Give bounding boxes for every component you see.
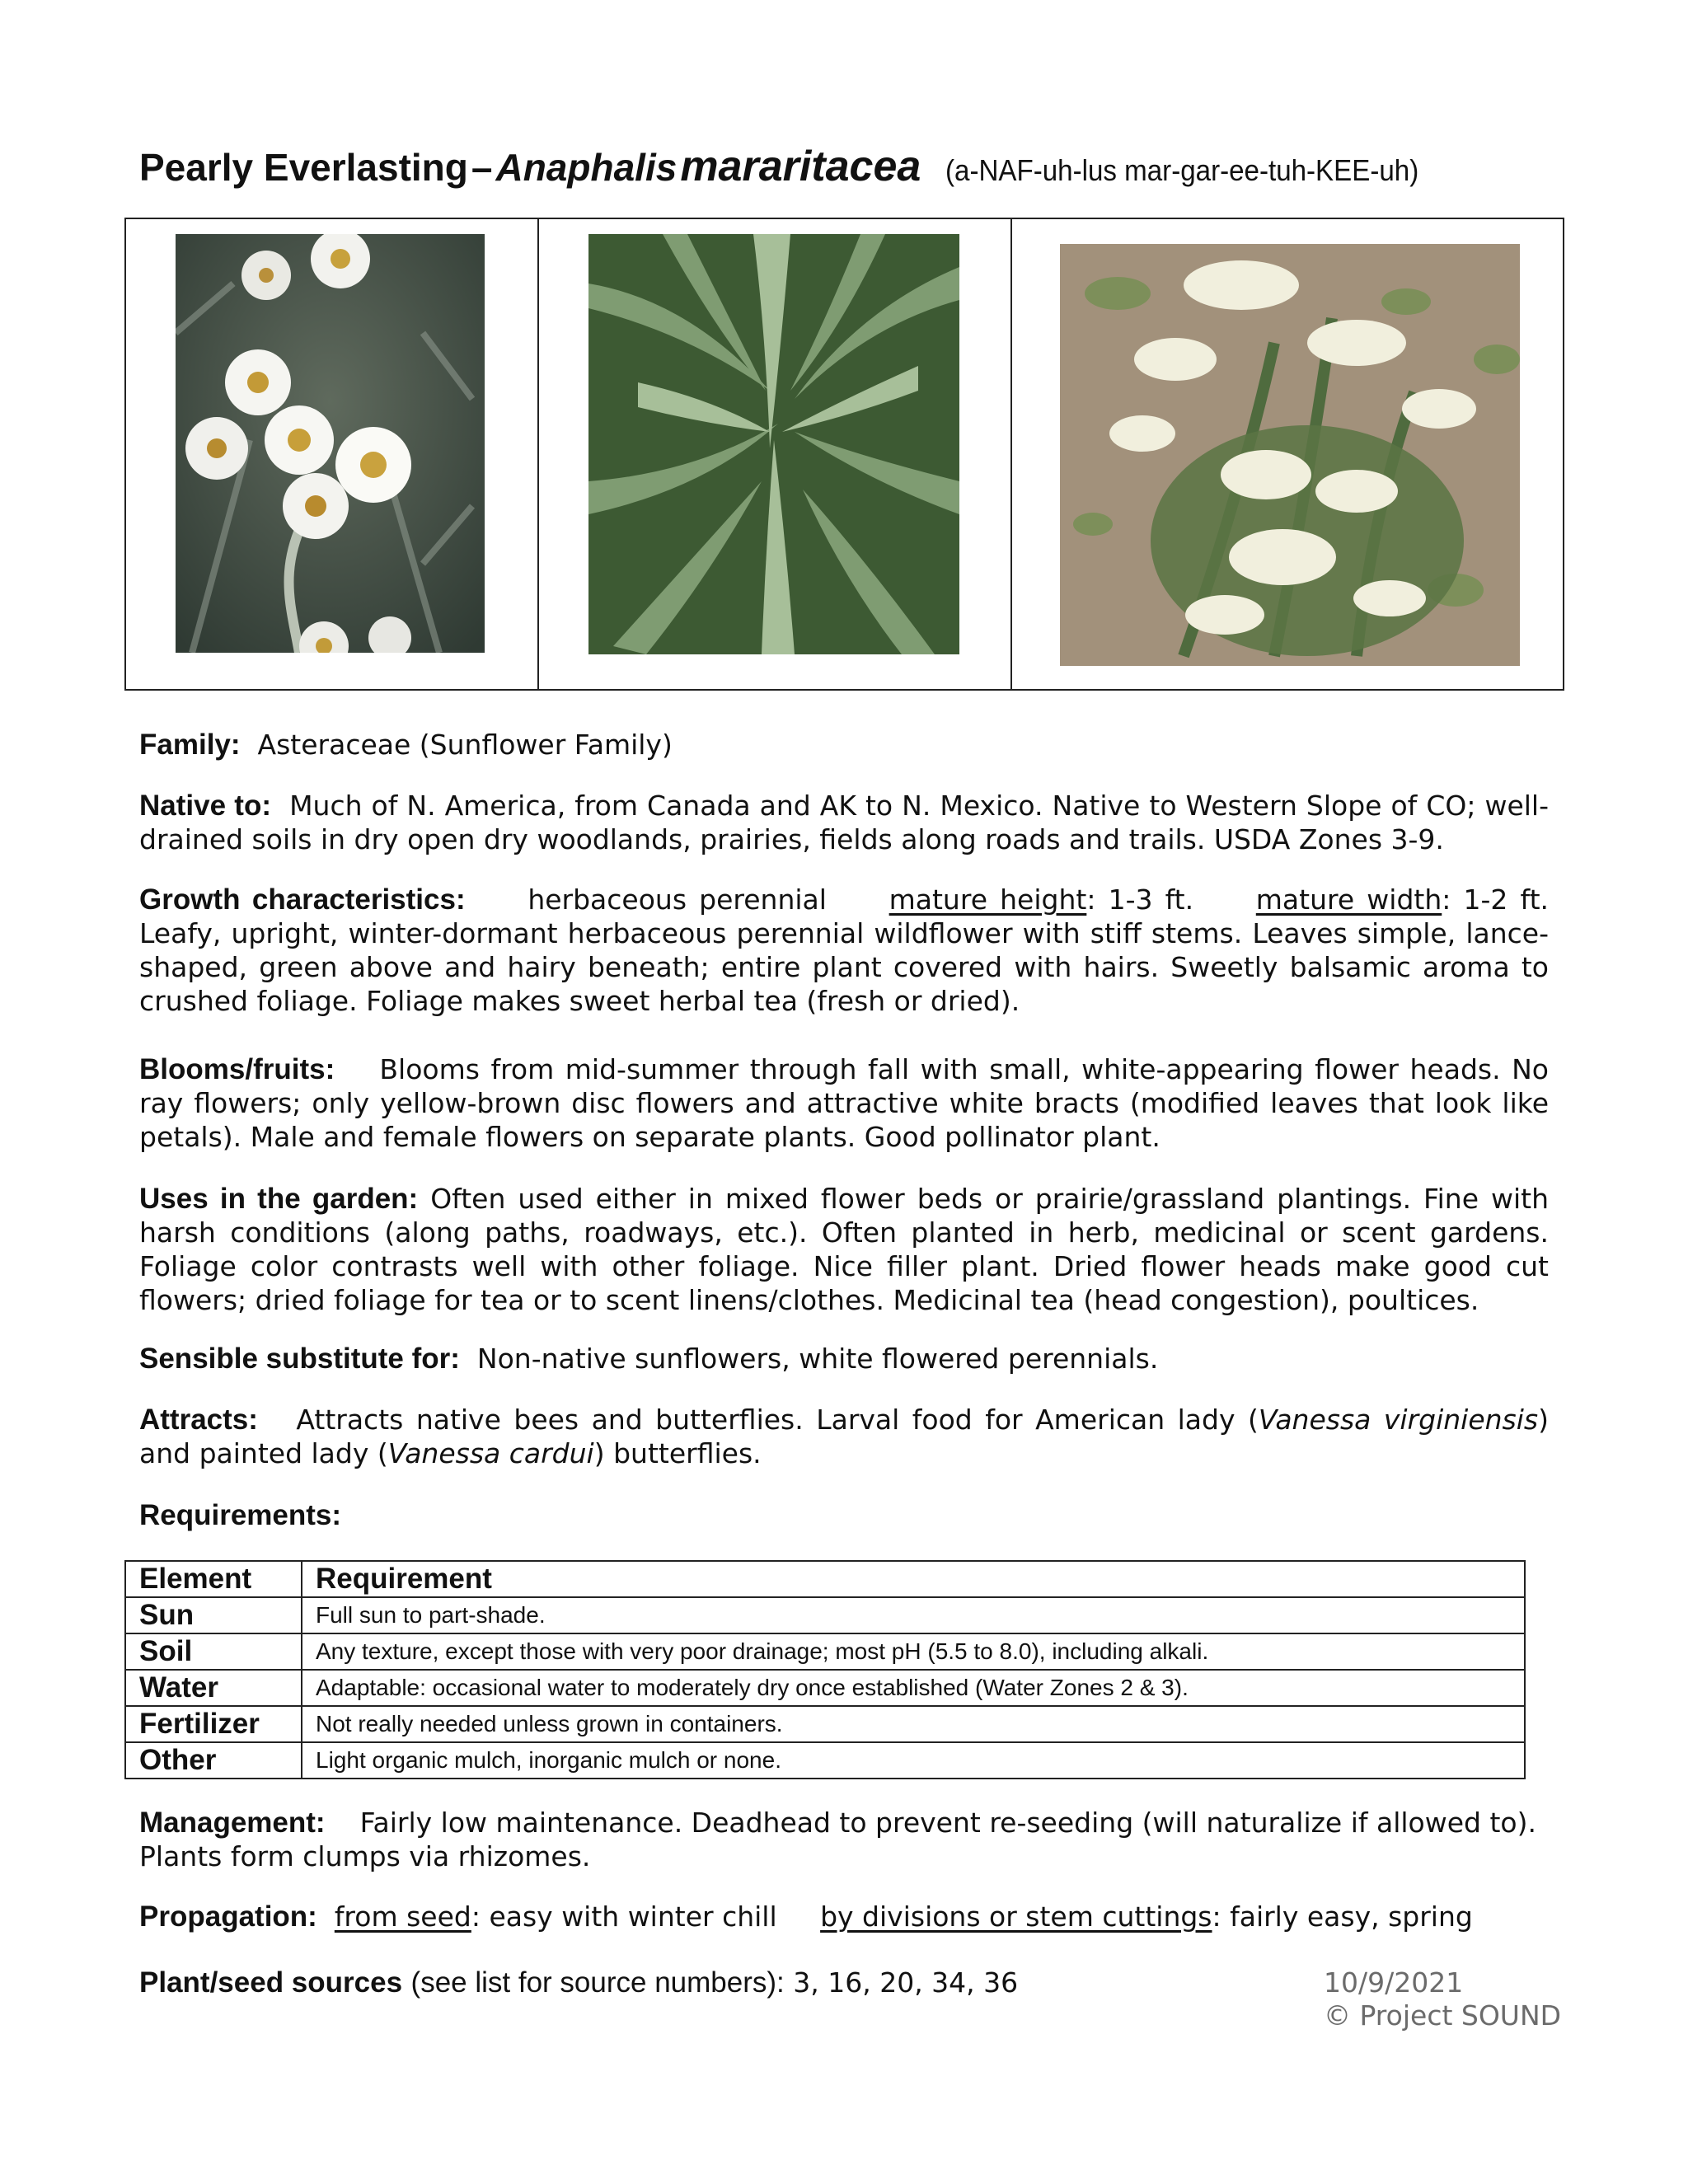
row-requirement: Not really needed unless grown in containers. [302, 1706, 1525, 1742]
photo-cell-1 [126, 219, 539, 689]
photo-cell-2 [539, 219, 1012, 689]
sources-value: 3, 16, 20, 34, 36 [793, 1966, 1019, 1999]
attracts-species-2: Vanessa cardui [387, 1437, 594, 1469]
foliage-photo-icon [588, 234, 959, 654]
attracts-text-2: ) and painted lady ( [139, 1404, 1549, 1469]
page-title [139, 142, 1460, 191]
blooms-section [139, 1052, 1549, 1154]
genus-name: Anaphalis [495, 146, 678, 189]
row-element: Sun [125, 1597, 302, 1633]
growth-section [139, 883, 1549, 1018]
substitute-label: Sensible substitute for: [139, 1343, 460, 1375]
mature-height-value: : 1-3 ft. [1086, 883, 1194, 916]
footer-copyright: © Project SOUND [1324, 1999, 1562, 2032]
common-name: Pearly Everlasting [139, 146, 468, 189]
blooms-label: Blooms/fruits: [139, 1053, 335, 1085]
management-value: Fairly low maintenance. Deadhead to prevent re-seeding (will naturalize if allowed to). Plants form clumps via rhizomes. [139, 1807, 1536, 1872]
header-requirement: Requirement [302, 1561, 1525, 1597]
management-section [139, 1806, 1540, 1873]
photo-cell-3 [1012, 219, 1566, 689]
attracts-section [139, 1403, 1549, 1470]
sources-note: (see list for source numbers): [410, 1966, 785, 1999]
row-element: Fertilizer [125, 1706, 302, 1742]
seed-value: : easy with winter chill [471, 1900, 777, 1933]
mature-width-value: : 1-2 ft. [1442, 883, 1550, 916]
substitute-value: Non-native sunflowers, white flowered perennials. [476, 1343, 1159, 1375]
uses-section [139, 1182, 1549, 1317]
division-value: : fairly easy, spring [1212, 1900, 1473, 1933]
row-requirement: Light organic mulch, inorganic mulch or none. [302, 1742, 1525, 1779]
division-label: by divisions or stem cuttings [820, 1900, 1212, 1933]
management-label: Management: [139, 1807, 326, 1839]
native-section [139, 789, 1549, 856]
uses-value: Often used either in mixed flower beds or prairie/grassland plantings. Fine with harsh conditions (along paths, roadways, etc.). Often planted in herb, medicinal or scent gardens. Foliage color contrasts well with other foliage. Nice filler plant. Dried flower heads make good cut flowers; dried foliage for tea or to scent linens/clothes. Medicinal tea (head congestion), poultices. [139, 1183, 1549, 1316]
table-row [125, 1706, 1525, 1742]
row-element: Water [125, 1670, 302, 1706]
growth-label: Growth characteristics: [139, 883, 466, 916]
table-row [125, 1633, 1525, 1670]
requirements-heading [139, 1498, 1549, 1532]
native-label: Native to: [139, 790, 272, 822]
row-requirement: Any texture, except those with very poor drainage; most pH (5.5 to 8.0), including alkali. [302, 1633, 1525, 1670]
row-requirement: Full sun to part-shade. [302, 1597, 1525, 1633]
table-row [125, 1597, 1525, 1633]
family-value: Asteraceae (Sunflower Family) [257, 729, 673, 761]
mature-width-label: mature width [1255, 883, 1442, 916]
seed-label: from seed [334, 1900, 471, 1933]
row-element: Soil [125, 1633, 302, 1670]
footer-date: 10/9/2021 [1324, 1966, 1464, 1999]
propagation-label: Propagation: [139, 1900, 317, 1933]
attracts-species-1: Vanessa virginiensis [1258, 1404, 1539, 1436]
family-label: Family: [139, 729, 241, 761]
family-section [139, 728, 1549, 762]
flower-closeup-photo-icon [176, 234, 485, 653]
attracts-text-1: Attracts native bees and butterflies. Larval food for American lady ( [296, 1404, 1259, 1436]
uses-label: Uses in the garden: [139, 1183, 419, 1215]
growth-description: Leafy, upright, winter-dormant herbaceous perennial wildflower with stiff stems. Leaves simple, lance-shaped, green above and hairy beneath; entire plant covered with hairs. Sweetly balsamic aroma to crushed foliage. Foliage makes sweet herbal tea (fresh or dried). [139, 917, 1549, 1017]
photo-strip [124, 218, 1564, 691]
growth-habit: herbaceous perennial [528, 883, 827, 916]
requirements-label: Requirements: [139, 1499, 342, 1531]
row-requirement: Adaptable: occasional water to moderately dry once established (Water Zones 2 & 3). [302, 1670, 1525, 1706]
garden-plant-photo-icon [1060, 244, 1520, 666]
footer-stamp [1324, 1966, 1561, 2032]
substitute-section [139, 1342, 1549, 1376]
row-element: Other [125, 1742, 302, 1779]
mature-height-label: mature height [889, 883, 1087, 916]
pronunciation: (a-NAF-uh-lus mar-gar-ee-tuh-KEE-uh) [945, 153, 1419, 187]
attracts-text-3: ) butterflies. [593, 1437, 762, 1469]
title-dash: – [471, 146, 493, 189]
blooms-value: Blooms from mid-summer through fall with small, white-appearing flower heads. No ray flowers; only yellow-brown disc flowers and attractive white bracts (modified leaves that look like petals). Male and female flowers on separate plants. Good pollinator plant. [139, 1053, 1549, 1153]
propagation-section [139, 1900, 1549, 1933]
native-value: Much of N. America, from Canada and AK to N. Mexico. Native to Western Slope of CO; well-drained soils in dry open dry woodlands, prairies, fields along roads and trails. USDA Zones 3-9. [139, 790, 1550, 855]
table-row [125, 1670, 1525, 1706]
table-row [125, 1742, 1525, 1779]
sources-label: Plant/seed sources [139, 1966, 403, 1999]
species-name: mararitacea [680, 143, 921, 190]
table-header-row [125, 1561, 1525, 1597]
attracts-label: Attracts: [139, 1404, 258, 1436]
header-element: Element [125, 1561, 302, 1597]
requirements-table [124, 1560, 1526, 1779]
